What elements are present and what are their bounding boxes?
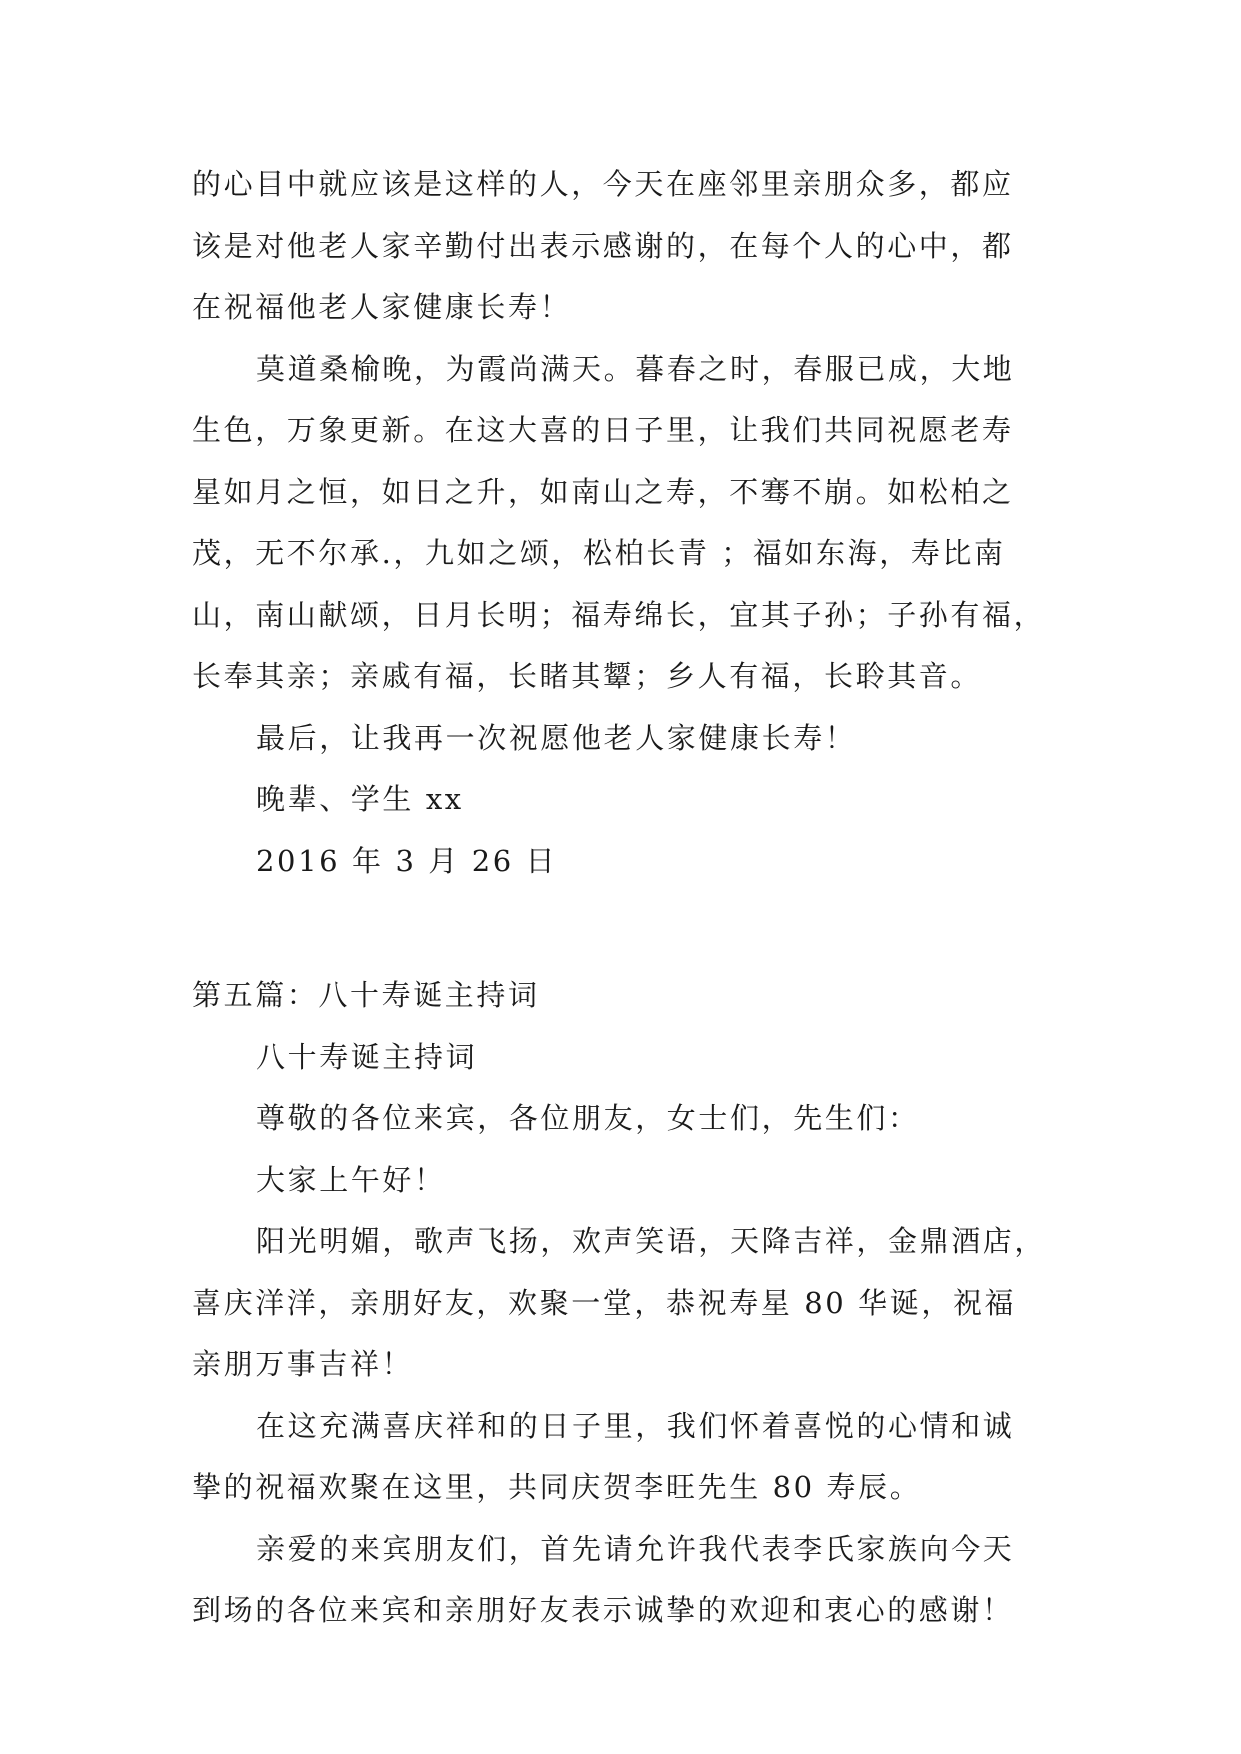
paragraph-blessing (192, 339, 1052, 708)
text-line: 阳光明媚，歌声飞扬，欢声笑语，天降吉祥，金鼎酒店， (256, 1224, 1047, 1258)
salutation: 尊敬的各位来宾，各位朋友，女士们，先生们： (256, 1101, 920, 1135)
text-line: 星如月之恒，如日之升，如南山之寿，不骞不崩。如松柏之 (192, 474, 1014, 509)
text-line: 挚的祝福欢聚在这里，共同庆贺李旺先生 80 寿辰。 (192, 1470, 922, 1504)
text-line: 亲爱的来宾朋友们，首先请允许我代表李氏家族向今天 (256, 1531, 1015, 1566)
signature: 晚辈、学生 xx (256, 782, 464, 816)
speech-title: 八十寿诞主持词 (256, 1039, 478, 1074)
paragraph-welcome (192, 1519, 1052, 1642)
text-line: 茂，无不尔承.，九如之颂，松柏长青 ；福如东海，寿比南 (192, 536, 1006, 570)
text-line: 莫道桑榆晚，为霞尚满天。暮春之时，春服已成，大地 (256, 351, 1015, 386)
text-line: 该是对他老人家辛勤付出表示感谢的，在每个人的心中，都 (192, 228, 1014, 263)
letter-date: 2016 年 3 月 26 日 (256, 843, 558, 878)
text-line: 的心目中就应该是这样的人，今天在座邻里亲朋众多，都应 (192, 167, 1014, 201)
text-line: 到场的各位来宾和亲朋好友表示诚挚的欢迎和衷心的感谢！ (192, 1593, 1014, 1627)
document-body (192, 154, 1052, 1642)
closing-wish: 最后，让我再一次祝愿他老人家健康长寿！ (256, 720, 857, 755)
greeting: 大家上午好！ (256, 1162, 446, 1197)
section-heading: 第五篇：八十寿诞主持词 (192, 978, 540, 1012)
text-line: 亲朋万事吉祥！ (192, 1347, 414, 1381)
text-line: 在祝福他老人家健康长寿！ (192, 290, 572, 324)
text-line: 在这充满喜庆祥和的日子里，我们怀着喜悦的心情和诚 (256, 1408, 1015, 1443)
section-spacer (192, 892, 1052, 965)
text-line: 喜庆洋洋，亲朋好友，欢聚一堂，恭祝寿星 80 华诞，祝福 (192, 1285, 1017, 1320)
paragraph-opening (192, 1211, 1052, 1396)
paragraph-celebration (192, 1396, 1052, 1519)
paragraph-continued (192, 154, 1052, 339)
text-line: 生色，万象更新。在这大喜的日子里，让我们共同祝愿老寿 (192, 413, 1014, 447)
text-line: 长奉其亲；亲戚有福，长睹其颦；乡人有福，长聆其音。 (192, 659, 983, 693)
text-line: 山，南山献颂，日月长明；福寿绵长，宜其子孙；子孙有福， (192, 597, 1046, 632)
